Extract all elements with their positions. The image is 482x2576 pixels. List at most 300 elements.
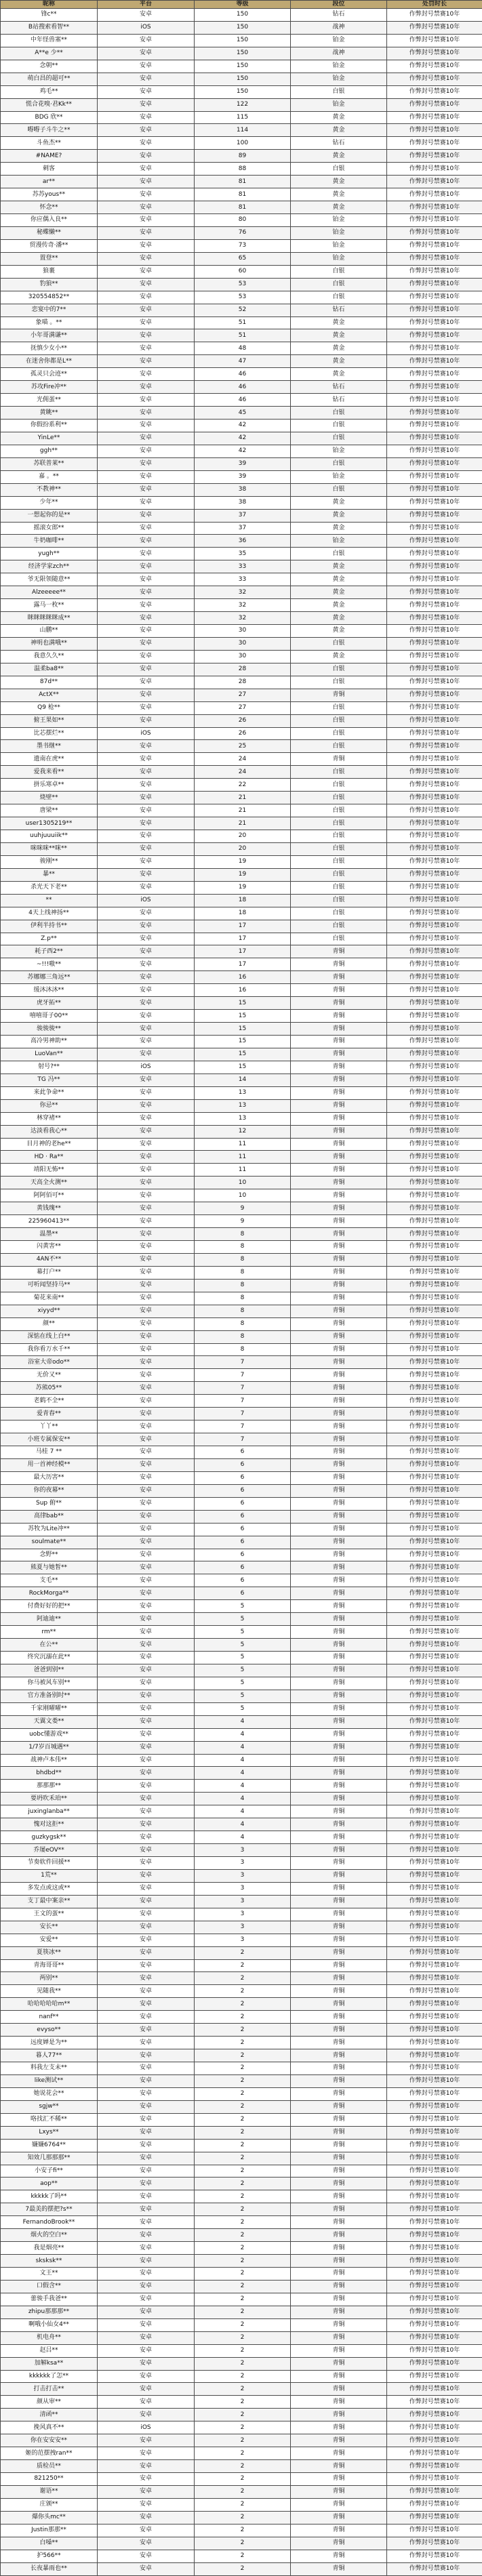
table-row — [1, 509, 482, 522]
cell-tier: 青铜 — [291, 1074, 387, 1086]
cell-platform: 安卓 — [98, 625, 195, 638]
cell-platform: 安卓 — [98, 1664, 195, 1677]
cell-platform: 安卓 — [98, 2126, 195, 2139]
table-row — [1, 2280, 482, 2293]
cell-nickname: YinLe** — [1, 432, 98, 445]
cell-level: 25 — [195, 740, 291, 753]
cell-level: 4 — [195, 1767, 291, 1780]
cell-nickname: 光佣蛋** — [1, 394, 98, 407]
cell-tier: 钻石 — [291, 394, 387, 407]
cell-penalty: 作弊封号禁赛10年 — [387, 457, 482, 470]
cell-platform: 安卓 — [98, 2318, 195, 2331]
cell-nickname: 目月神的老he** — [1, 1138, 98, 1151]
cell-nickname: 白嗓** — [1, 2537, 98, 2550]
table-row — [1, 2242, 482, 2255]
cell-tier: 青铜 — [291, 1754, 387, 1767]
cell-tier: 青铜 — [291, 1574, 387, 1587]
cell-penalty: 作弊封号禁赛10年 — [387, 1805, 482, 1818]
cell-platform: 安卓 — [98, 560, 195, 573]
cell-penalty: 作弊封号禁赛10年 — [387, 1780, 482, 1793]
cell-platform: 安卓 — [98, 457, 195, 470]
cell-penalty: 作弊封号禁赛10年 — [387, 1587, 482, 1600]
cell-nickname: 我意久久** — [1, 650, 98, 663]
table-row — [1, 2037, 482, 2049]
cell-level: 6 — [195, 1587, 291, 1600]
cell-tier: 青铜 — [291, 2229, 387, 2242]
cell-tier: 青铜 — [291, 2473, 387, 2486]
cell-tier: 青铜 — [291, 1946, 387, 1959]
cell-tier: 白银 — [291, 920, 387, 933]
table-row — [1, 586, 482, 599]
cell-nickname: 见随我** — [1, 1985, 98, 1998]
table-row — [1, 2331, 482, 2344]
cell-nickname: 多发点或这或** — [1, 1882, 98, 1895]
cell-platform: 安卓 — [98, 1151, 195, 1164]
cell-tier: 青铜 — [291, 2100, 387, 2113]
cell-nickname: 颜从审** — [1, 2396, 98, 2409]
cell-platform: 安卓 — [98, 599, 195, 612]
cell-nickname: 用一首神经模** — [1, 1458, 98, 1471]
cell-platform: 安卓 — [98, 842, 195, 855]
cell-nickname: 马桂 7 ** — [1, 1446, 98, 1459]
cell-tier: 青铜 — [291, 971, 387, 984]
cell-tier: 白银 — [291, 278, 387, 291]
table-row — [1, 522, 482, 535]
cell-platform: 安卓 — [98, 1895, 195, 1908]
cell-penalty: 作弊封号禁赛10年 — [387, 2383, 482, 2396]
cell-nickname: 愧对这拒** — [1, 1818, 98, 1831]
cell-platform: 安卓 — [98, 2383, 195, 2396]
cell-level: 2 — [195, 2318, 291, 2331]
cell-nickname: 高律bab** — [1, 1510, 98, 1523]
cell-penalty: 作弊封号禁赛10年 — [387, 1639, 482, 1652]
cell-platform: 安卓 — [98, 2524, 195, 2537]
cell-penalty: 作弊封号禁赛10年 — [387, 1613, 482, 1626]
cell-platform: 安卓 — [98, 150, 195, 163]
table-row — [1, 1574, 482, 1587]
cell-level: 10 — [195, 1189, 291, 1202]
table-row — [1, 2447, 482, 2460]
cell-level: 15 — [195, 1010, 291, 1023]
cell-level: 5 — [195, 1690, 291, 1702]
cell-nickname: 秘蝶懒** — [1, 226, 98, 239]
cell-platform: 安卓 — [98, 1831, 195, 1844]
cell-tier: 青铜 — [291, 2421, 387, 2434]
cell-platform: 安卓 — [98, 60, 195, 73]
cell-tier: 白银 — [291, 907, 387, 920]
cell-penalty: 作弊封号禁赛10年 — [387, 997, 482, 1010]
cell-penalty: 作弊封号禁赛10年 — [387, 894, 482, 907]
cell-tier: 青铜 — [291, 2049, 387, 2062]
table-row — [1, 21, 482, 34]
cell-platform: 安卓 — [98, 137, 195, 150]
cell-level: 65 — [195, 252, 291, 265]
cell-nickname: 远度婵是为** — [1, 2037, 98, 2049]
cell-level: 28 — [195, 663, 291, 676]
cell-tier: 白银 — [291, 740, 387, 753]
cell-level: 42 — [195, 432, 291, 445]
cell-tier: 青铜 — [291, 1652, 387, 1664]
table-row — [1, 727, 482, 740]
cell-platform: 安卓 — [98, 2370, 195, 2383]
cell-platform: 安卓 — [98, 1626, 195, 1639]
cell-tier: 青铜 — [291, 1587, 387, 1600]
cell-penalty: 作弊封号禁赛10年 — [387, 394, 482, 407]
cell-tier: 青铜 — [291, 1484, 387, 1497]
cell-penalty: 作弊封号禁赛10年 — [387, 1998, 482, 2011]
cell-platform: 安卓 — [98, 2447, 195, 2460]
cell-penalty: 作弊封号禁赛10年 — [387, 1536, 482, 1549]
table-row — [1, 1086, 482, 1099]
table-row — [1, 753, 482, 766]
cell-nickname: 姬的范摆拽ran** — [1, 2447, 98, 2460]
table-row — [1, 201, 482, 214]
table-row — [1, 214, 482, 227]
cell-tier: 白银 — [291, 792, 387, 804]
cell-penalty: 作弊封号禁赛10年 — [387, 1202, 482, 1215]
cell-level: 51 — [195, 316, 291, 329]
cell-level: 2 — [195, 2498, 291, 2511]
cell-platform: 安卓 — [98, 1484, 195, 1497]
cell-nickname: 象喵 。** — [1, 316, 98, 329]
cell-penalty: 作弊封号禁赛10年 — [387, 2460, 482, 2473]
cell-nickname: 7最美的摆把?s** — [1, 2203, 98, 2216]
cell-platform: 安卓 — [98, 573, 195, 586]
cell-level: 2 — [195, 2242, 291, 2255]
cell-tier: 黄金 — [291, 201, 387, 214]
cell-level: 7 — [195, 1408, 291, 1420]
cell-tier: 白银 — [291, 817, 387, 830]
cell-penalty: 作弊封号禁赛10年 — [387, 137, 482, 150]
cell-platform: 安卓 — [98, 265, 195, 278]
cell-nickname: 战神卢本伟** — [1, 1754, 98, 1767]
cell-level: 2 — [195, 2396, 291, 2409]
cell-level: 11 — [195, 1164, 291, 1177]
cell-tier: 铂金 — [291, 34, 387, 47]
cell-tier: 黄金 — [291, 329, 387, 342]
cell-level: 19 — [195, 855, 291, 868]
cell-nickname: zhipu那那那** — [1, 2306, 98, 2318]
cell-level: 8 — [195, 1330, 291, 1343]
table-row — [1, 1510, 482, 1523]
cell-penalty: 作弊封号禁赛10年 — [387, 111, 482, 124]
table-row — [1, 1959, 482, 1972]
cell-penalty: 作弊封号禁赛10年 — [387, 1228, 482, 1241]
cell-nickname: A**e 少** — [1, 47, 98, 60]
cell-penalty: 作弊封号禁赛10年 — [387, 368, 482, 381]
cell-nickname: 谢语** — [1, 2485, 98, 2498]
cell-platform: 安卓 — [98, 1510, 195, 1523]
cell-tier: 青铜 — [291, 1728, 387, 1741]
cell-platform: 安卓 — [98, 1908, 195, 1921]
cell-tier: 青铜 — [291, 1664, 387, 1677]
cell-tier: 青铜 — [291, 1831, 387, 1844]
cell-nickname: 嫌嫌6764** — [1, 2139, 98, 2152]
cell-nickname: 小班专属保安** — [1, 1433, 98, 1446]
cell-tier: 白银 — [291, 855, 387, 868]
table-row — [1, 2511, 482, 2524]
cell-level: 21 — [195, 804, 291, 817]
cell-platform: 安卓 — [98, 163, 195, 176]
cell-nickname: 牛奶咖啡** — [1, 535, 98, 548]
table-row — [1, 1369, 482, 1382]
table-row — [1, 1857, 482, 1870]
cell-nickname: 打击打击** — [1, 2383, 98, 2396]
cell-level: 4 — [195, 1780, 291, 1793]
cell-tier: 黄金 — [291, 586, 387, 599]
cell-level: 6 — [195, 1471, 291, 1484]
table-row — [1, 1677, 482, 1690]
cell-level: 15 — [195, 997, 291, 1010]
cell-tier: 青铜 — [291, 2203, 387, 2216]
table-row — [1, 1266, 482, 1279]
cell-nickname: 眯眯眯眯眯成** — [1, 612, 98, 625]
table-row — [1, 483, 482, 496]
cell-level: 2 — [195, 2306, 291, 2318]
cell-platform: 安卓 — [98, 689, 195, 701]
cell-platform: 安卓 — [98, 1728, 195, 1741]
cell-penalty: 作弊封号禁赛10年 — [387, 2037, 482, 2049]
table-row — [1, 894, 482, 907]
cell-platform: 安卓 — [98, 1189, 195, 1202]
cell-tier: 青铜 — [291, 1433, 387, 1446]
table-row — [1, 766, 482, 779]
cell-platform: 安卓 — [98, 2396, 195, 2409]
cell-level: 2 — [195, 2280, 291, 2293]
cell-tier: 青铜 — [291, 1086, 387, 1099]
cell-level: 5 — [195, 1613, 291, 1626]
table-row — [1, 291, 482, 304]
cell-platform: 安卓 — [98, 830, 195, 843]
cell-platform: 安卓 — [98, 522, 195, 535]
cell-platform: 安卓 — [98, 329, 195, 342]
cell-level: 30 — [195, 637, 291, 650]
table-row — [1, 2190, 482, 2203]
cell-penalty: 作弊封号禁赛10年 — [387, 1869, 482, 1882]
cell-nickname: 咪咪咪**咪** — [1, 842, 98, 855]
cell-nickname: TG 冯** — [1, 1074, 98, 1086]
cell-level: 4 — [195, 1728, 291, 1741]
cell-penalty: 作弊封号禁赛10年 — [387, 483, 482, 496]
cell-platform: 安卓 — [98, 2331, 195, 2344]
cell-level: 5 — [195, 1600, 291, 1613]
table-row — [1, 804, 482, 817]
cell-penalty: 作弊封号禁赛10年 — [387, 612, 482, 625]
cell-penalty: 作弊封号禁赛10年 — [387, 984, 482, 997]
cell-nickname: 豹狼** — [1, 278, 98, 291]
cell-level: 46 — [195, 381, 291, 394]
cell-platform: 安卓 — [98, 984, 195, 997]
cell-tier: 白银 — [291, 701, 387, 714]
cell-level: 2 — [195, 2447, 291, 2460]
cell-level: 122 — [195, 98, 291, 111]
cell-nickname: 支丁最中案亲** — [1, 1895, 98, 1908]
cell-penalty: 作弊封号禁赛10年 — [387, 2049, 482, 2062]
cell-platform: 安卓 — [98, 124, 195, 137]
table-row — [1, 2011, 482, 2024]
cell-level: 114 — [195, 124, 291, 137]
table-row — [1, 1639, 482, 1652]
cell-platform: 安卓 — [98, 1023, 195, 1036]
cell-tier: 青铜 — [291, 1356, 387, 1369]
cell-tier: 青铜 — [291, 1561, 387, 1574]
table-row — [1, 2318, 482, 2331]
cell-tier: 青铜 — [291, 1497, 387, 1510]
cell-tier: 青铜 — [291, 1266, 387, 1279]
cell-platform: iOS — [98, 1061, 195, 1074]
cell-level: 10 — [195, 1177, 291, 1189]
table-row — [1, 1382, 482, 1395]
cell-level: 6 — [195, 1484, 291, 1497]
cell-nickname: 赵吕** — [1, 2344, 98, 2357]
cell-platform: 安卓 — [98, 381, 195, 394]
table-row — [1, 945, 482, 958]
cell-penalty: 作弊封号禁赛10年 — [387, 1420, 482, 1433]
table-row — [1, 1613, 482, 1626]
cell-penalty: 作弊封号禁赛10年 — [387, 689, 482, 701]
cell-nickname: 俯王果如** — [1, 714, 98, 727]
cell-platform: 安卓 — [98, 252, 195, 265]
cell-tier: 青铜 — [291, 1510, 387, 1523]
table-row — [1, 9, 482, 22]
cell-tier: 黄金 — [291, 355, 387, 368]
table-row — [1, 137, 482, 150]
cell-penalty: 作弊封号禁赛10年 — [387, 2216, 482, 2229]
table-row — [1, 958, 482, 971]
table-row — [1, 881, 482, 894]
cell-platform: 安卓 — [98, 535, 195, 548]
cell-nickname: 爱青春** — [1, 1408, 98, 1420]
cell-platform: 安卓 — [98, 342, 195, 355]
table-row — [1, 1754, 482, 1767]
cell-level: 2 — [195, 2152, 291, 2165]
header-level: 等级 — [195, 1, 291, 9]
cell-platform: 安卓 — [98, 1972, 195, 1985]
cell-platform: 安卓 — [98, 586, 195, 599]
table-row — [1, 2293, 482, 2306]
cell-platform: 安卓 — [98, 2357, 195, 2370]
table-row — [1, 1395, 482, 1408]
cell-tier: 白银 — [291, 676, 387, 689]
cell-level: 47 — [195, 355, 291, 368]
cell-platform: 安卓 — [98, 2498, 195, 2511]
table-row — [1, 1125, 482, 1138]
table-row — [1, 1202, 482, 1215]
cell-level: 4 — [195, 1793, 291, 1805]
cell-nickname: 安爱** — [1, 1934, 98, 1946]
table-row — [1, 239, 482, 252]
table-row — [1, 933, 482, 945]
cell-penalty: 作弊封号禁赛10年 — [387, 2100, 482, 2113]
cell-platform: 安卓 — [98, 1536, 195, 1549]
cell-level: 20 — [195, 830, 291, 843]
cell-nickname: Alzeeeee** — [1, 586, 98, 599]
cell-level: 2 — [195, 2293, 291, 2306]
table-row — [1, 1151, 482, 1164]
cell-level: 6 — [195, 1497, 291, 1510]
table-row — [1, 111, 482, 124]
cell-level: 4 — [195, 1741, 291, 1754]
cell-penalty: 作弊封号禁赛10年 — [387, 1036, 482, 1048]
cell-penalty: 作弊封号禁赛10年 — [387, 2485, 482, 2498]
table-row — [1, 265, 482, 278]
cell-tier: 青铜 — [291, 1061, 387, 1074]
cell-platform: 安卓 — [98, 1523, 195, 1536]
cell-level: 5 — [195, 1626, 291, 1639]
cell-nickname: 821250** — [1, 2473, 98, 2486]
cell-tier: 黄金 — [291, 599, 387, 612]
cell-level: 3 — [195, 1895, 291, 1908]
cell-tier: 青铜 — [291, 1600, 387, 1613]
cell-platform: 安卓 — [98, 2485, 195, 2498]
cell-tier: 青铜 — [291, 1125, 387, 1138]
cell-tier: 白银 — [291, 842, 387, 855]
cell-penalty: 作弊封号禁赛10年 — [387, 163, 482, 176]
table-row — [1, 1164, 482, 1177]
cell-penalty: 作弊封号禁赛10年 — [387, 1343, 482, 1356]
cell-platform: 安卓 — [98, 1946, 195, 1959]
cell-platform: 安卓 — [98, 920, 195, 933]
cell-tier: 青铜 — [291, 1767, 387, 1780]
cell-penalty: 作弊封号禁赛10年 — [387, 1677, 482, 1690]
cell-tier: 白银 — [291, 163, 387, 176]
cell-nickname: 在公** — [1, 1639, 98, 1652]
cell-level: 88 — [195, 163, 291, 176]
table-row — [1, 625, 482, 638]
cell-penalty: 作弊封号禁赛10年 — [387, 1189, 482, 1202]
table-row — [1, 1908, 482, 1921]
cell-platform: 安卓 — [98, 1382, 195, 1395]
cell-penalty: 作弊封号禁赛10年 — [387, 855, 482, 868]
cell-level: 2 — [195, 2473, 291, 2486]
cell-penalty: 作弊封号禁赛10年 — [387, 316, 482, 329]
cell-nickname: uuhjuuuiik** — [1, 830, 98, 843]
cell-penalty: 作弊封号禁赛10年 — [387, 907, 482, 920]
cell-tier: 青铜 — [291, 1793, 387, 1805]
table-row — [1, 560, 482, 573]
table-row — [1, 394, 482, 407]
cell-tier: 青铜 — [291, 1985, 387, 1998]
cell-platform: 安卓 — [98, 2100, 195, 2113]
cell-nickname: 咯找汇不稀** — [1, 2113, 98, 2126]
cell-platform: 安卓 — [98, 2152, 195, 2165]
cell-level: 18 — [195, 907, 291, 920]
cell-penalty: 作弊封号禁赛10年 — [387, 1561, 482, 1574]
table-row — [1, 470, 482, 483]
cell-platform: 安卓 — [98, 34, 195, 47]
table-row — [1, 2165, 482, 2178]
cell-penalty: 作弊封号禁赛10年 — [387, 1395, 482, 1408]
cell-tier: 青铜 — [291, 2011, 387, 2024]
cell-level: 8 — [195, 1266, 291, 1279]
cell-tier: 青铜 — [291, 2447, 387, 2460]
table-row — [1, 278, 482, 291]
cell-platform: 安卓 — [98, 1754, 195, 1767]
cell-penalty: 作弊封号禁赛10年 — [387, 1484, 482, 1497]
cell-platform: 安卓 — [98, 1241, 195, 1254]
cell-nickname: 付费好好的把** — [1, 1600, 98, 1613]
cell-level: 2 — [195, 2370, 291, 2383]
cell-nickname: 王文的蛋** — [1, 1908, 98, 1921]
cell-nickname: 官方准备别时** — [1, 1690, 98, 1702]
cell-platform: 安卓 — [98, 740, 195, 753]
cell-nickname: 哈哈哈哈哈m** — [1, 1998, 98, 2011]
cell-tier: 白银 — [291, 265, 387, 278]
cell-penalty: 作弊封号禁赛10年 — [387, 2268, 482, 2281]
table-row — [1, 1818, 482, 1831]
cell-platform: 安卓 — [98, 2049, 195, 2062]
cell-platform: 安卓 — [98, 817, 195, 830]
